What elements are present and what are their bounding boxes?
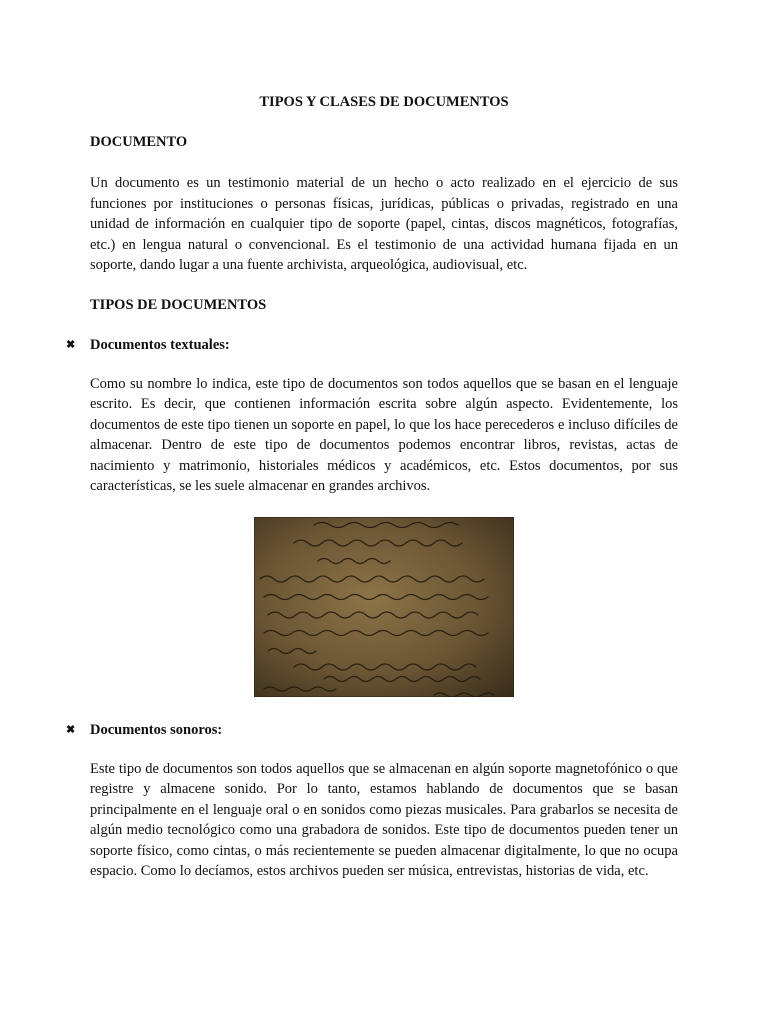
paragraph-sonoros: Este tipo de documentos son todos aquellos que se almacenan en algún soporte magnetofónico o que registre y almacene sonido. Por lo tanto, estamos hablando de documentos que se basan principalmente en el lenguaje oral o en sonidos como piezas musicales. Para grabarlos se necesita de algún medio tecnológico como una grabadora de sonidos. Este tipo de documentos pueden tener un soporte físico, como cintas, o más recientemente se pueden almacenar digitalmente, lo que no ocupa espacio. Como lo decíamos, estos archivos pueden ser música, entrevistas, historias de vida, etc. [90, 760, 678, 879]
bullet-heading-label: Documentos textuales: [90, 336, 230, 353]
paragraph-textuales: Como su nombre lo indica, este tipo de documentos son todos aquellos que se basan en el lenguaje escrito. Es decir, que contienen información escrita sobre algún aspecto. Evidentemente, los documentos de este tipo tienen un soporte en papel, lo que los hace perecederos e incluso difíciles de almacenar. Dentro de este tipo de documentos podemos encontrar libros, revistas, actas de nacimiento y matrimonio, historiales médicos y académicos, etc. Estos documentos, por sus características, se les suele almacenar en grandes archivos. [90, 375, 678, 494]
paragraph-documento-definition: Un documento es un testimonio material de un hecho o acto realizado en el ejercicio de sus funciones por instituciones o personas físicas, jurídicas, públicas o privadas, registrado en una unidad de información en cualquier tipo de soporte (papel, cintas, discos magnéticos, fotografías, etc.) en lengua natural o convencional. Es el testimonio de una actividad humana fijada en un soporte, dando lugar a una fuente archivista, arqueológica, audiovisual, etc. [90, 175, 678, 273]
document-title: TIPOS Y CLASES DE DOCUMENTOS [259, 94, 509, 110]
bullet-heading-sonoros [66, 721, 678, 739]
bullet-heading-label: Documentos sonoros: [90, 721, 223, 738]
handwritten-manuscript-image [254, 517, 514, 697]
section-heading-tipos: TIPOS DE DOCUMENTOS [90, 296, 267, 313]
section-heading-documento: DOCUMENTO [90, 134, 188, 150]
bullet-heading-textuales [66, 336, 678, 354]
bullet-x-icon: ✖ [66, 338, 76, 351]
bullet-x-icon: ✖ [66, 723, 76, 736]
manuscript-figure [90, 517, 678, 697]
